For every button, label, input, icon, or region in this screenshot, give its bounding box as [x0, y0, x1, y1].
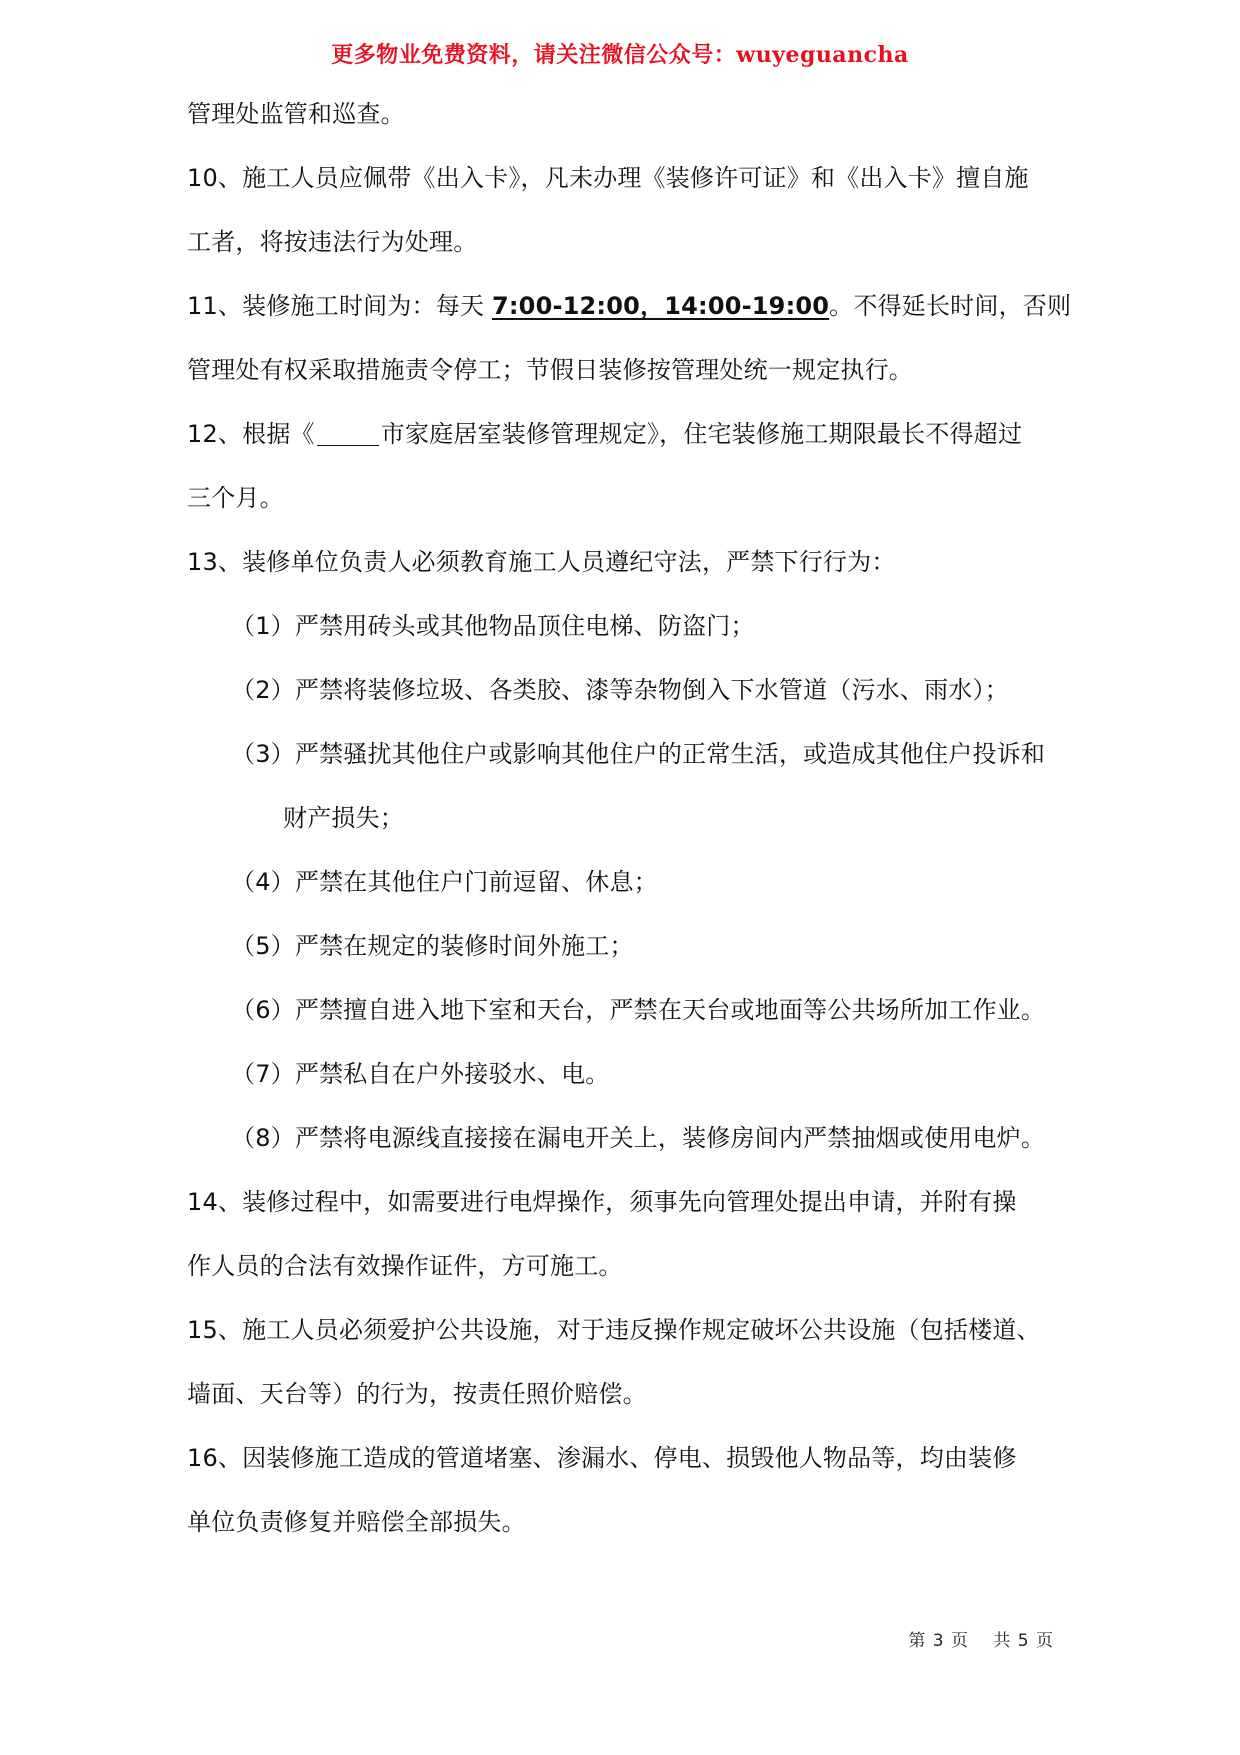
page-label-prefix: 第: [908, 1631, 927, 1651]
rule-11-line-1: [187, 280, 1072, 344]
prohibition-item-4: （4）严禁在其他住户门前逗留、休息；: [231, 868, 658, 896]
rule-16-line-2: 单位负责修复并赔偿全部损失。: [187, 1508, 526, 1536]
prohibition-item-1: （1）严禁用砖头或其他物品顶住电梯、防盗门；: [231, 612, 755, 640]
rule-10-line-2: 工者，将按违法行为处理。: [187, 228, 478, 256]
rule-15-line-1: 15、施工人员必须爱护公共设施，对于违反操作规定破坏公共设施（包括楼道、: [187, 1316, 1041, 1344]
prohibition-item-8: （8）严禁将电源线直接接在漏电开关上，装修房间内严禁抽烟或使用电炉。: [231, 1124, 1046, 1152]
rule-12-line-2: 三个月。: [187, 484, 284, 512]
rule-10-line-1: 10、施工人员应佩带《出入卡》，凡未办理《装修许可证》和《出入卡》擅自施: [187, 164, 1029, 192]
prohibition-item-7: （7）严禁私自在户外接驳水、电。: [231, 1060, 610, 1088]
rule-16-line-1: 16、因装修施工造成的管道堵塞、渗漏水、停电、损毁他人物品等，均由装修: [187, 1444, 1017, 1472]
rule-15-line-2: 墙面、天台等）的行为，按责任照价赔偿。: [187, 1380, 647, 1408]
rule-14-line-2: 作人员的合法有效操作证件，方可施工。: [187, 1252, 623, 1280]
body-line: 管理处监管和巡查。: [187, 100, 405, 128]
rule-12-line-1: [187, 408, 1055, 472]
page-label-suffix: 页: [1036, 1631, 1054, 1651]
prohibition-item-5: （5）严禁在规定的装修时间外施工；: [231, 932, 634, 960]
prohibition-item-3-cont: 财产损失；: [283, 804, 404, 832]
rule-12-prefix: 12、根据《: [187, 420, 315, 448]
page-label-mid: 页: [950, 1631, 969, 1651]
rule-11-suffix: 。不得延长时间，否则: [829, 292, 1072, 320]
rule-11-line-2: 管理处有权采取措施责令停工；节假日装修按管理处统一规定执行。: [187, 356, 913, 384]
rule-13-line: 13、装修单位负责人必须教育施工人员遵纪守法，严禁下行行为：: [187, 548, 896, 576]
rule-12-suffix: 市家庭居室装修管理规定》，住宅装修施工期限最长不得超过: [380, 420, 1023, 448]
prohibition-item-3: （3）严禁骚扰其他住户或影响其他住户的正常生活，或造成其他住户投诉和: [231, 740, 1046, 768]
city-name-blank: [317, 417, 379, 446]
current-page-number: 3: [932, 1631, 945, 1651]
rule-14-line-1: 14、装修过程中，如需要进行电焊操作，须事先向管理处提出申请，并附有操: [187, 1188, 1017, 1216]
total-page-number: 5: [1017, 1631, 1030, 1651]
header-banner: 更多物业免费资料，请关注微信公众号：wuyeguancha: [331, 42, 909, 68]
prohibition-item-6: （6）严禁擅自进入地下室和天台，严禁在天台或地面等公共场所加工作业。: [231, 996, 1046, 1024]
total-pages-prefix: 共: [993, 1631, 1012, 1651]
page-number-footer: [908, 1626, 1054, 1651]
rule-11-prefix: 11、装修施工时间为：每天: [187, 292, 492, 320]
document-body: [187, 88, 1072, 1560]
prohibition-item-2: （2）严禁将装修垃圾、各类胶、漆等杂物倒入下水管道（污水、雨水）；: [231, 676, 1009, 704]
work-hours-emphasis: 7:00-12:00，14:00-19:00: [491, 292, 830, 320]
